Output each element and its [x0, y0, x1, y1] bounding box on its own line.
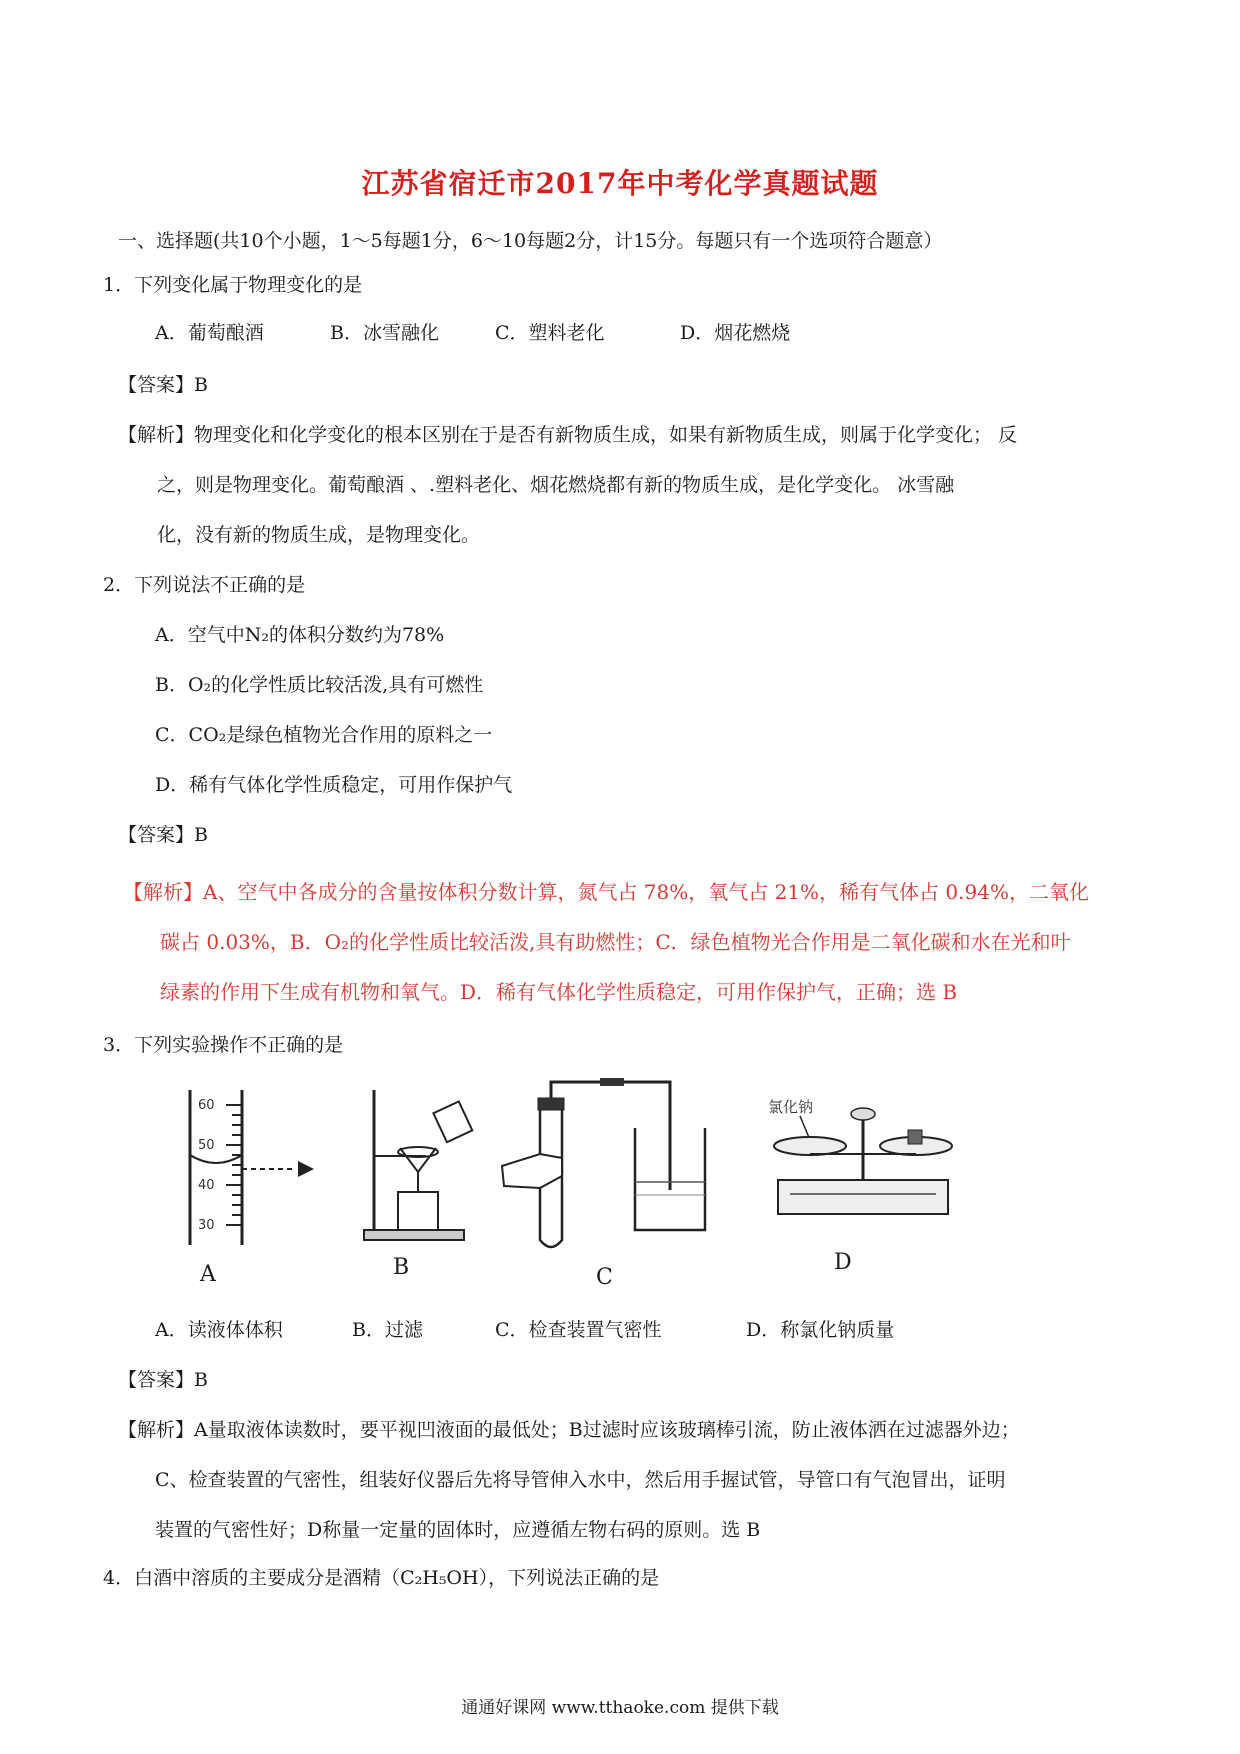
q2-analysis-line-2: 碳占 0.03%，B．O₂的化学性质比较活泼,具有助燃性；C．绿色植物光合作用是二氧化碳和水在光和叶	[160, 930, 1071, 954]
figure-c-airtightness-check	[500, 1070, 730, 1260]
q3-analysis-line-2: C、检查装置的气密性，组装好仪器后先将导管伸入水中，然后用手握试管，导管口有气泡冒出，证明	[155, 1469, 1006, 1491]
figure-b-filtration	[360, 1080, 480, 1250]
tick-60: 60	[198, 1098, 215, 1113]
q1-option-c: C．塑料老化	[495, 322, 605, 344]
tick-30: 30	[198, 1218, 215, 1233]
figure-d-balance	[760, 1090, 960, 1240]
q3-option-a: A．读液体体积	[155, 1319, 283, 1341]
q3-analysis-line-1	[118, 1415, 1020, 1442]
q2-option-c: C．CO₂是绿色植物光合作用的原料之一	[155, 724, 493, 746]
q1-analysis-line-3: 化，没有新的物质生成，是物理变化。	[157, 524, 481, 546]
question-4-stem: 4．白酒中溶质的主要成分是酒精（C₂H₅OH），下列说法正确的是	[103, 1567, 660, 1589]
q3-option-d: D．称氯化钠质量	[746, 1319, 895, 1341]
q2-option-b: B．O₂的化学性质比较活泼,具有可燃性	[155, 674, 484, 696]
q1-option-a: A．葡萄酿酒	[155, 322, 264, 344]
q3-analysis-label: 【解析】	[118, 1419, 195, 1441]
figure-label-c: C	[596, 1265, 613, 1290]
tick-40: 40	[198, 1178, 215, 1193]
q1-option-d: D．烟花燃烧	[680, 322, 791, 344]
figure-label-d: D	[834, 1250, 852, 1275]
q3-answer: 【答案】B	[118, 1369, 208, 1391]
q3-analysis-text-1: A量取液体读数时，要平视凹液面的最低处；B过滤时应该玻璃棒引流，防止液体洒在过滤器外边；	[194, 1419, 1020, 1441]
q2-answer: 【答案】B	[118, 824, 208, 846]
page-title: 江苏省宿迁市2017年中考化学真题试题	[361, 167, 879, 200]
figure-a-graduated-cylinder	[180, 1085, 340, 1255]
q2-analysis-line-1	[123, 876, 1089, 905]
question-1-stem: 1．下列变化属于物理变化的是	[103, 274, 363, 296]
q2-analysis-text-1: A、空气中各成分的含量按体积分数计算，氮气占 78%，氧气占 21%，稀有气体占 0.94%，二氧化	[203, 880, 1089, 904]
question-2-stem: 2．下列说法不正确的是	[103, 574, 306, 596]
section-header: 一、选择题(共10个小题，1～5每题1分，6～10每题2分，计15分。每题只有一个选项符合题意）	[118, 230, 943, 252]
salt-label: 氯化钠	[768, 1098, 814, 1116]
q1-analysis-line-1	[118, 420, 1017, 447]
q2-analysis-label: 【解析】	[123, 880, 203, 904]
q1-option-b: B．冰雪融化	[330, 322, 439, 344]
question-3-stem: 3．下列实验操作不正确的是	[103, 1034, 344, 1056]
q2-option-d: D．稀有气体化学性质稳定，可用作保护气	[155, 774, 513, 796]
hand-icon	[502, 1154, 562, 1188]
q1-analysis-line-2: 之，则是物理变化。葡萄酿酒 、.塑料老化、烟花燃烧都有新的物质生成，是化学变化。 冰雪融	[157, 474, 955, 496]
q1-answer: 【答案】B	[118, 374, 208, 396]
q1-analysis-text-1: 物理变化和化学变化的根本区别在于是否有新物质生成，如果有新物质生成，则属于化学变化； 反	[194, 424, 1018, 446]
eye-icon	[298, 1161, 314, 1177]
q2-analysis-line-3: 绿素的作用下生成有机物和氧气。D．稀有气体化学性质稳定，可用作保护气，正确；选 B	[160, 980, 958, 1004]
page-footer: 通通好课网 www.tthaoke.com 提供下载	[461, 1698, 779, 1718]
q3-option-b: B．过滤	[352, 1319, 423, 1341]
q3-analysis-line-3: 装置的气密性好；D称量一定量的固体时，应遵循左物右码的原则。选 B	[155, 1519, 761, 1541]
tick-50: 50	[198, 1138, 215, 1153]
q3-option-c: C．检查装置气密性	[495, 1319, 662, 1341]
figure-label-a: A	[200, 1262, 216, 1287]
q2-option-a: A．空气中N₂的体积分数约为78%	[155, 624, 445, 646]
q1-analysis-label: 【解析】	[118, 424, 195, 446]
figure-label-b: B	[393, 1255, 410, 1280]
